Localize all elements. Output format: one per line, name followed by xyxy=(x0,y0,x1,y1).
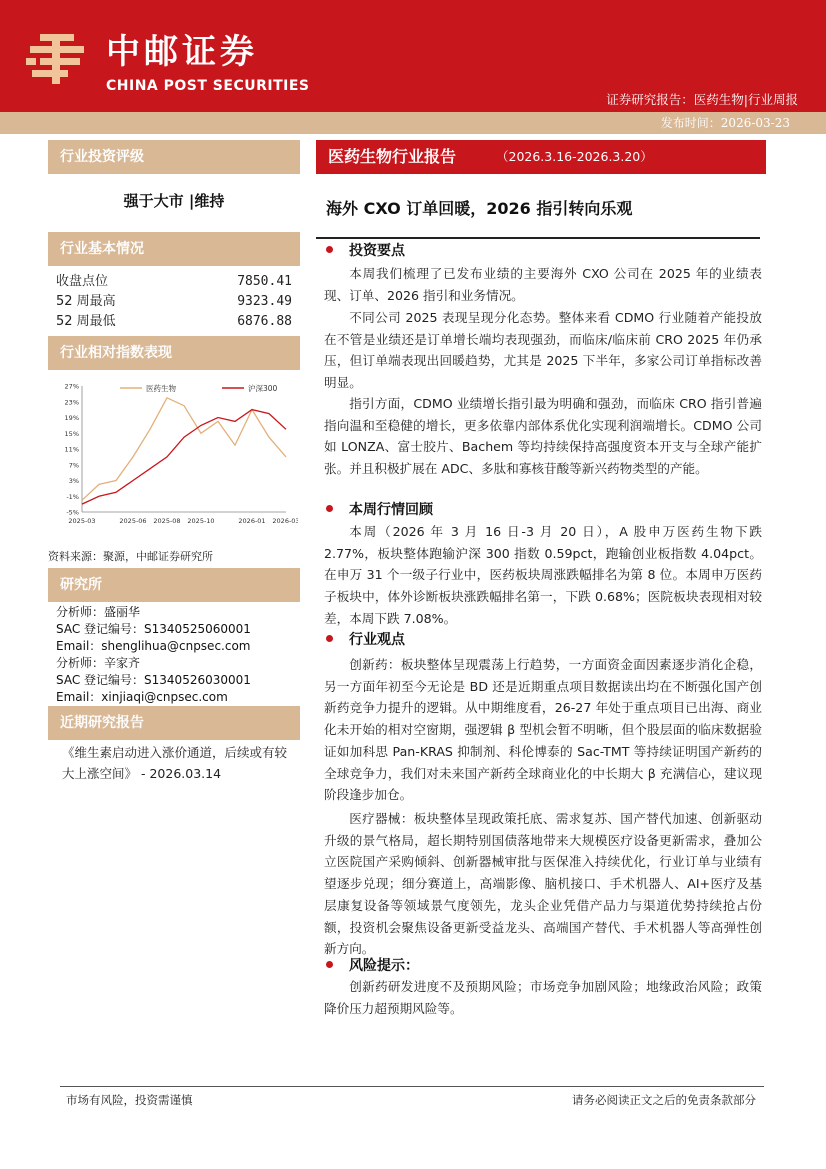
basic-info-label: 52 周最高 xyxy=(56,294,116,309)
x-tick-label: 2026-01 xyxy=(238,517,266,525)
x-tick-label: 2025-03 xyxy=(68,517,96,525)
basic-info-value: 6876.88 xyxy=(237,314,292,329)
headline-divider xyxy=(316,237,760,239)
paragraph: 本周我们梳理了已发布业绩的主要海外 CXO 公司在 2025 年的业绩表现、订单、2026 指引和业务情况。 xyxy=(324,266,762,303)
paragraph: 创新药研发进度不及预期风险；市场竞争加剧风险；地缘政治风险；政策降价压力超预期风险等。 xyxy=(324,979,762,1016)
bullet-icon xyxy=(326,635,333,642)
analyst-sac-number: SAC 登记编号：S1340526030001 xyxy=(56,673,251,687)
brand-name-cn: 中邮证券 xyxy=(106,32,258,72)
basic-info-row xyxy=(56,272,292,292)
basic-info-heading: 行业基本情况 xyxy=(48,232,300,266)
section-heading xyxy=(326,956,419,976)
series-line-csi300 xyxy=(82,410,286,505)
section-heading-text: 行业观点 xyxy=(349,632,405,648)
report-headline: 海外 CXO 订单回暖，2026 指引转向乐观 xyxy=(326,199,633,218)
report-header xyxy=(0,0,826,112)
analyst-email: Email：shenglihua@cnpsec.com xyxy=(56,639,251,653)
y-tick-label: 27% xyxy=(64,382,79,391)
y-tick-label: 19% xyxy=(64,414,79,422)
basic-info-row xyxy=(56,312,292,332)
analyst-name: 分析师：盛丽华 xyxy=(56,605,141,619)
footer-divider xyxy=(60,1086,764,1087)
paragraph: 本周（2026 年 3 月 16 日-3 月 20 日），A 股申万医药生物下跌 2.77%，板块整体跑输沪深 300 指数 0.59pct，跑输创业板指数 4.04pct。在申万 31 个一级子行业中，医药板块周涨跌幅排名为第 8 位。本周申万医药子板块中，体外诊断板块涨跌幅排名第一，下跌 0.68%；医院板块表现相对较差，本周下跌 7.08%。 xyxy=(324,524,762,626)
risk-disclaimer: 市场有风险，投资需谨慎 xyxy=(66,1093,193,1107)
y-tick-label: 3% xyxy=(68,477,79,485)
chart-source: 资料来源：聚源，中邮证券研究所 xyxy=(48,550,213,563)
x-tick-label: 2025-10 xyxy=(187,517,215,525)
section-heading-text: 投资要点 xyxy=(349,243,405,259)
basic-info-row xyxy=(56,292,292,312)
report-title-bar xyxy=(316,140,766,174)
section-heading xyxy=(326,630,405,650)
investment-rating: 强于大市 |维持 xyxy=(123,192,225,210)
legend-label: 医药生物 xyxy=(146,384,176,393)
relative-index-chart xyxy=(58,376,298,532)
section-heading xyxy=(326,500,433,520)
bullet-icon xyxy=(326,246,333,253)
y-tick-label: 7% xyxy=(68,461,79,470)
bullet-icon xyxy=(326,961,333,968)
analyst-email: Email：xinjiaqi@cnpsec.com xyxy=(56,690,228,704)
report-period: （2026.3.16-2026.3.20） xyxy=(496,149,653,164)
report-title: 医药生物行业报告 xyxy=(328,147,457,166)
paragraph: 创新药：板块整体呈现震荡上行趋势，一方面资金面因素逐步消化企稳，另一方面年初至今无论是 BD 还是近期重点项目数据读出均在不断强化国产创新药竞争力提升的逻辑。从中期维度看，26-27 年处于重点项目已出海、商业化未开始的相对空窗期，强逻辑 β 型机会暂不明晰，但个股层面的临床数据验证如加科思 Pan-KRAS 抑制剂、科伦博泰的 Sac-TMT 等持续证明国产新药的全球竞争力，我们对未来国产新药全球商业化的中长期大 β 充满信心，建议现阶段逢步加仓。 xyxy=(324,657,762,803)
publish-date: 发布时间：2026-03-23 xyxy=(660,116,790,130)
rating-section-heading: 行业投资评级 xyxy=(48,140,300,174)
y-tick-label: 23% xyxy=(64,398,79,407)
analyst-name: 分析师：辛家齐 xyxy=(56,656,141,670)
paragraph: 医疗器械：板块整体呈现政策托底、需求复苏、国产替代加速、创新驱动升级的景气格局，超长期特别国债落地带来大规模医疗设备更新需求，叠加公立医院国产采购倾斜、创新器械审批与医保准入持续优化，行业订单与业绩有望逐步兑现；细分赛道上，高端影像、脑机接口、手术机器人、AI+医疗及基层康复设备等领域景气度领先，龙头企业凭借产品力与渠道优势持续抢占份额，投资机会聚焦设备更新受益龙头、高端国产替代、手术机器人等高弹性创新方向。 xyxy=(324,811,762,957)
china-post-logo-icon xyxy=(26,30,88,88)
y-tick-label: -5% xyxy=(66,508,79,517)
brand-name-en: CHINA POST SECURITIES xyxy=(106,78,310,94)
x-tick-label: 2025-06 xyxy=(119,517,147,525)
basic-info-value: 9323.49 xyxy=(237,294,292,309)
legend-label: 沪深300 xyxy=(248,384,278,393)
y-tick-label: -1% xyxy=(66,492,79,501)
section-heading-text: 本周行情回顾 xyxy=(349,502,433,518)
basic-info-label: 52 周最低 xyxy=(56,314,116,329)
y-tick-label: 15% xyxy=(64,429,79,438)
recent-reports-heading: 近期研究报告 xyxy=(48,706,300,740)
index-performance-heading: 行业相对指数表现 xyxy=(48,336,300,370)
bullet-icon xyxy=(326,505,333,512)
y-tick-label: 11% xyxy=(64,445,79,454)
section-heading-text: 风险提示： xyxy=(349,958,419,974)
x-tick-label: 2025-08 xyxy=(153,517,181,525)
series-line-pharma xyxy=(82,398,286,500)
section-heading xyxy=(326,241,405,261)
analyst-sac-number: SAC 登记编号：S1340525060001 xyxy=(56,622,251,636)
paragraph: 指引方面，CDMO 业绩增长指引最为明确和强劲，而临床 CRO 指引普遍指向温和至稳健的增长，更多依靠内部体系优化实现利润端增长。CDMO 公司如 LONZA、富士胶片、Bachem 等均持续保持高强度资本开支与全球产能扩张。并且积极扩展在 ADC、多肽和寡核苷酸等新兴药物类型的产能。 xyxy=(324,396,762,477)
recent-report-item: 《维生素启动进入涨价通道，后续或有较大上涨空间》 - 2026.03.14 xyxy=(62,745,288,781)
disclaimer-notice: 请务必阅读正文之后的免责条款部分 xyxy=(572,1093,756,1107)
research-heading: 研究所 xyxy=(48,568,300,602)
basic-info-label: 收盘点位 xyxy=(56,274,109,289)
x-tick-label: 2026-03 xyxy=(272,517,298,525)
relative-index-chart-svg xyxy=(58,376,298,532)
paragraph: 不同公司 2025 表现呈现分化态势。整体来看 CDMO 行业随着产能投放在不管是业绩还是订单增长端均表现强劲，而临床/临床前 CRO 2025 年仍承压，但订单端表现出回暖趋势，尤其是 2025 下半年，多家公司订单指标改善明显。 xyxy=(324,310,762,391)
breadcrumb: 证券研究报告：医药生物|行业周报 xyxy=(606,92,798,107)
basic-info-value: 7850.41 xyxy=(237,274,292,289)
